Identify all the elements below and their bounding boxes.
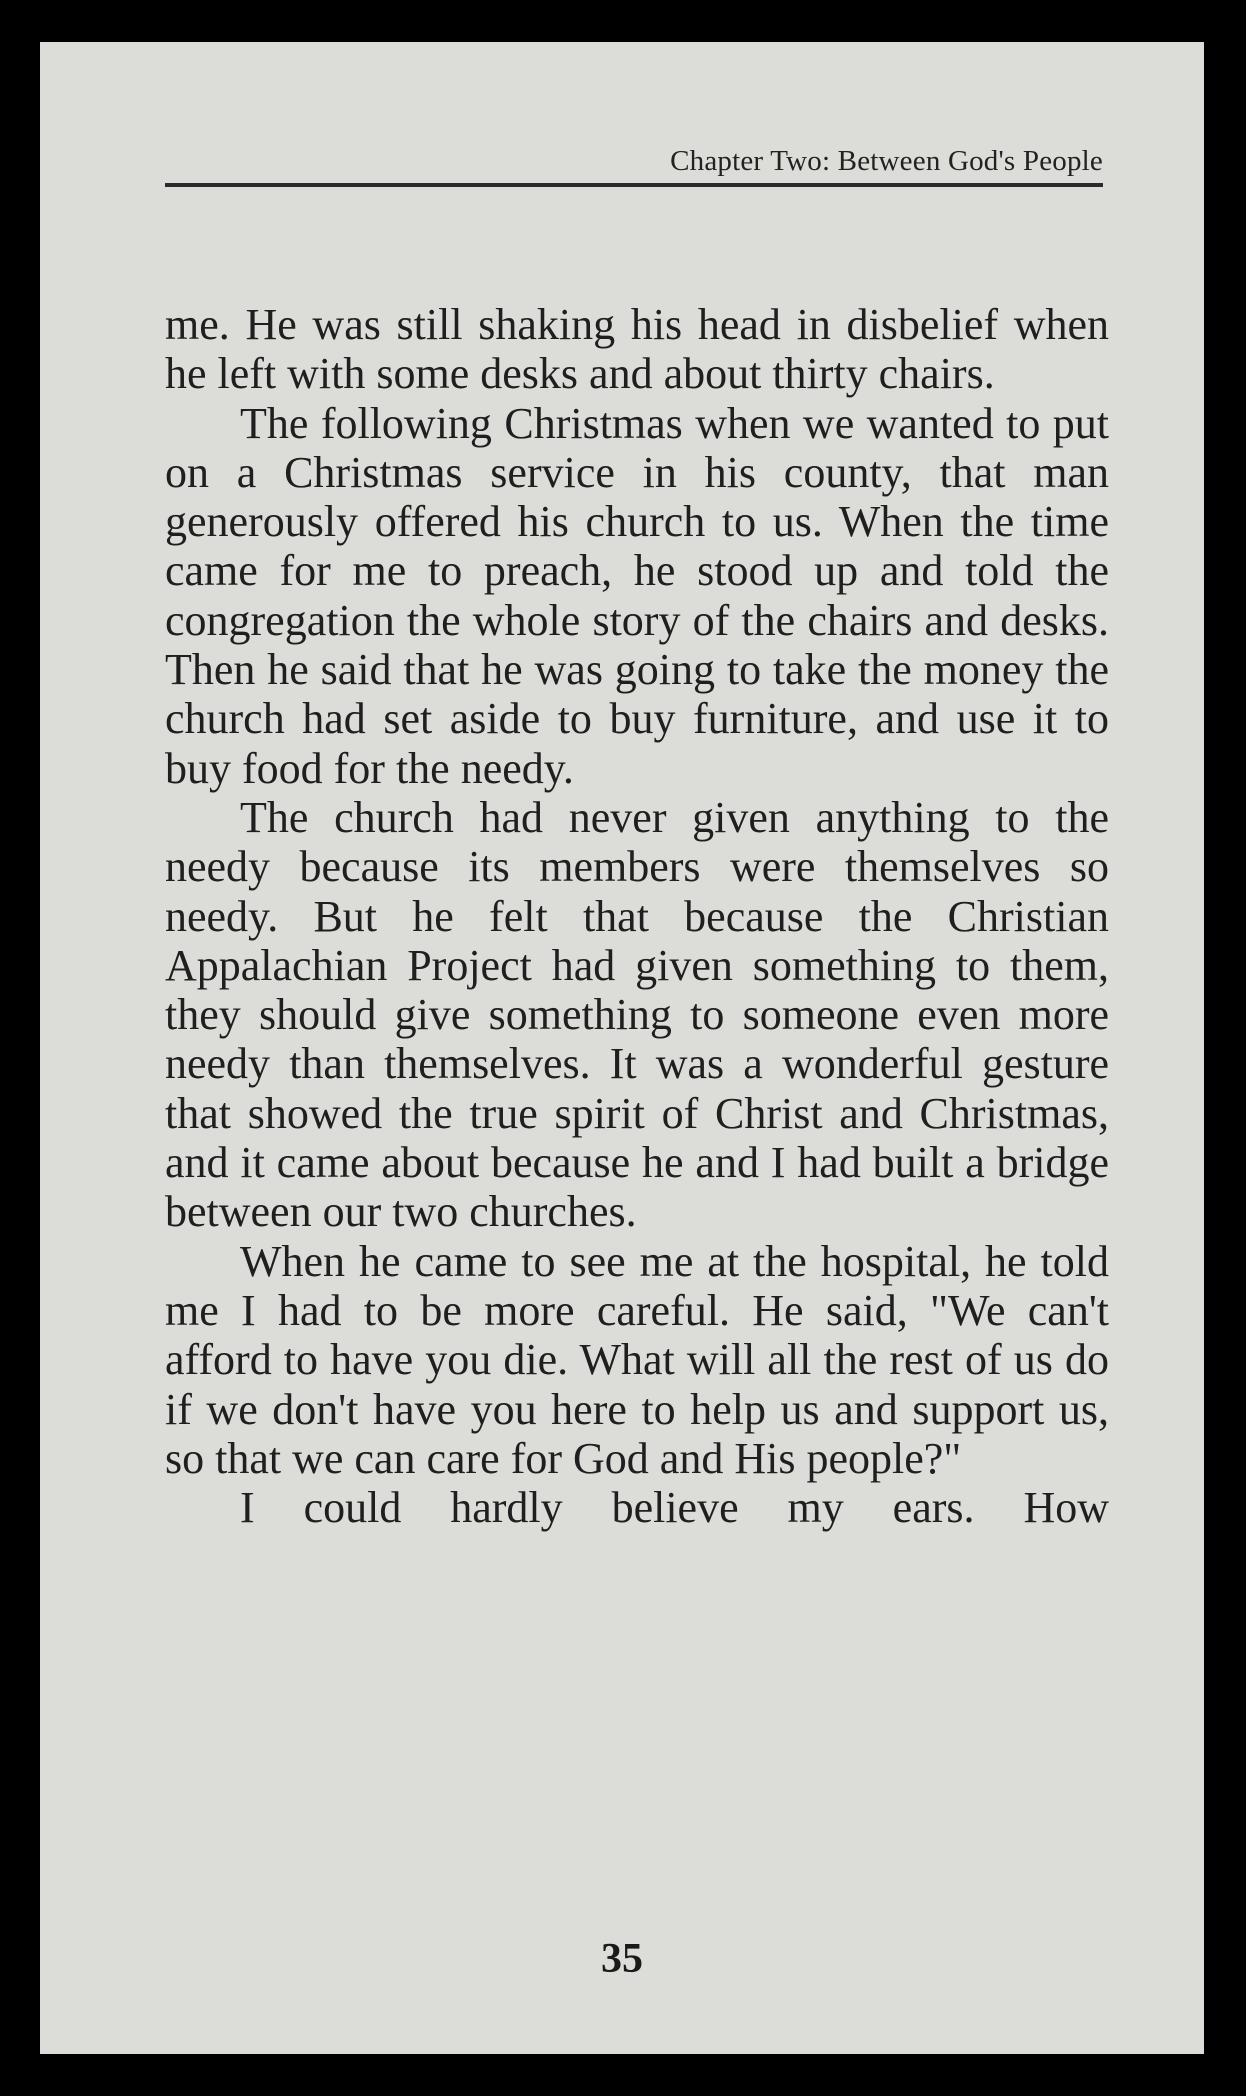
running-header: Chapter Two: Between God's People: [670, 145, 1103, 177]
paragraph-4: When he came to see me at the hospital, he told me I had to be more careful. He said, "We can't afford to have you die. What will all the rest of us do if we don't have you here to help us and support us, so that we can care for God and His people?": [165, 1236, 1109, 1483]
header-rule: [165, 183, 1103, 187]
paragraph-2: The following Christmas when we wanted to put on a Christmas service in his county, that man generously offered his church to us. When the time came for me to preach, he stood up and told the congregation the whole story of the chairs and desks. Then he said that he was going to take the money the church had set aside to buy furniture, and use it to buy food for the needy.: [165, 398, 1109, 793]
page-number: 35: [601, 1936, 643, 1982]
body-text: [165, 300, 1109, 1532]
paragraph-3: The church had never given anything to the needy because its members were themselves so needy. But he felt that because the Christian Appalachian Project had given something to them, they should give something to someone even more needy than themselves. It was a wonderful gesture that showed the true spirit of Christ and Christmas, and it came about because he and I had built a bridge between our two churches.: [165, 792, 1109, 1237]
paragraph-1: me. He was still shaking his head in disbelief when he left with some desks and about thirty chairs.: [165, 300, 1109, 399]
book-page: [40, 42, 1204, 2054]
paragraph-5: I could hardly believe my ears. How: [240, 1483, 1109, 1533]
